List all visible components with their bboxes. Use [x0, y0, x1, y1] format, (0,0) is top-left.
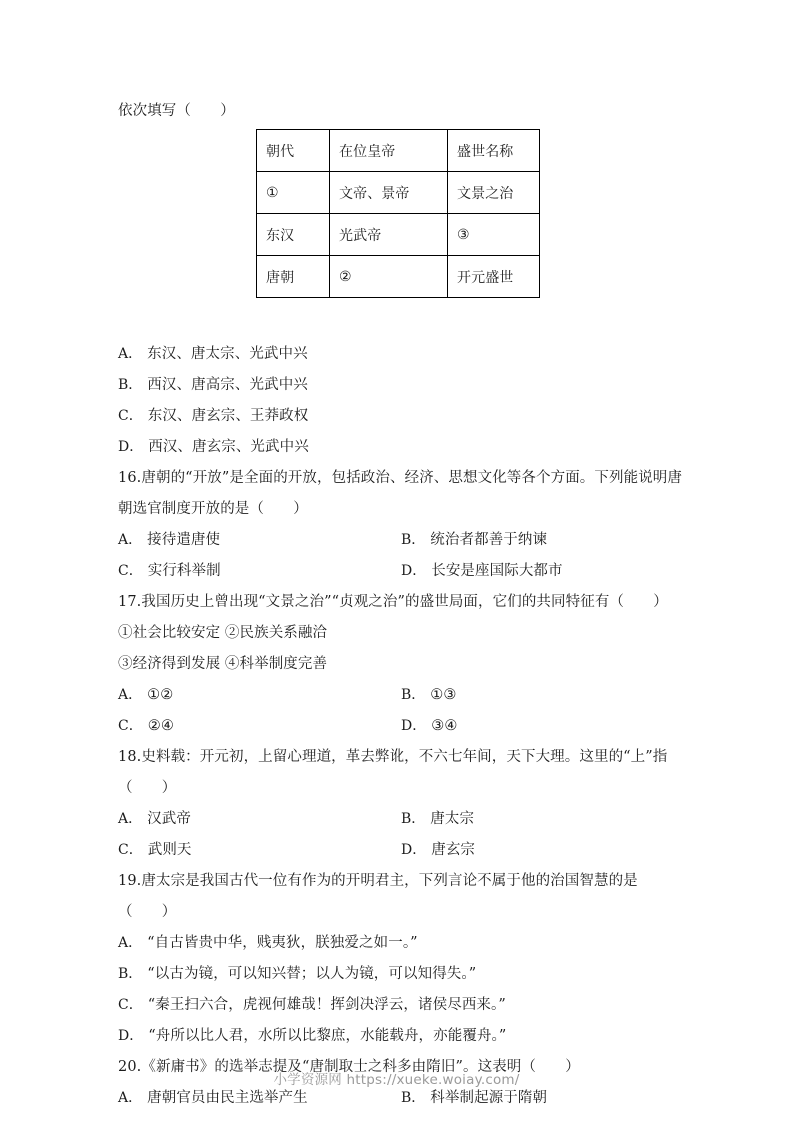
option-label: A．	[118, 346, 143, 362]
option-text: 统治者都善于纳谏	[430, 532, 548, 548]
option-label: A．	[118, 935, 143, 951]
question-number: 16.	[118, 470, 142, 486]
option-row	[118, 339, 688, 370]
option-a	[118, 525, 401, 556]
option-label: D．	[118, 439, 144, 455]
option-label: B．	[401, 532, 426, 548]
option-label: B．	[401, 687, 426, 703]
question-block-16	[118, 463, 688, 587]
option-label: D．	[401, 563, 427, 579]
table-spacer	[118, 127, 688, 339]
table-cell: 光武帝	[330, 214, 448, 256]
option-text: ①③	[430, 687, 457, 703]
option-d	[401, 835, 688, 866]
option-text: 接待遣唐使	[147, 532, 221, 548]
option-text: 东汉、唐太宗、光武中兴	[147, 346, 308, 362]
option-label: C．	[118, 563, 143, 579]
question-stem-continuation: 朝选官制度开放的是（ ）	[118, 501, 308, 517]
option-text: ③④	[431, 718, 458, 734]
option-b	[401, 680, 688, 711]
table-cell: ③	[448, 214, 540, 256]
question-number: 17.	[118, 594, 142, 610]
option-row	[118, 835, 688, 866]
question-stem-text: 史料载：开元初，上留心理道，革去弊讹，不六七年间，天下大理。这里的“上”指（ ）	[118, 749, 668, 796]
option-text: 唐太宗	[430, 811, 475, 827]
question-statement: ③经济得到发展 ④科举制度完善	[118, 656, 328, 672]
option-row	[118, 432, 688, 463]
option-row	[118, 959, 688, 990]
option-a	[118, 804, 401, 835]
option-text: “自古皆贵中华，贱夷狄，朕独爱之如一。”	[147, 935, 418, 951]
question-statement: ①社会比较安定 ②民族关系融洽	[118, 625, 328, 641]
option-label: D．	[401, 842, 427, 858]
table-cell: 唐朝	[257, 256, 330, 298]
option-label: C．	[118, 718, 143, 734]
table-header-cell: 在位皇帝	[330, 130, 448, 172]
option-row	[118, 401, 688, 432]
question-stem-text: 唐朝的“开放”是全面的开放，包括政治、经济、思想文化等各个方面。下列能说明唐	[141, 470, 682, 486]
question-stem	[118, 866, 688, 928]
table-cell: 文帝、景帝	[330, 172, 448, 214]
option-text: “以古为镜，可以知兴替；以人为镜，可以知得失。”	[147, 966, 477, 982]
option-row	[118, 556, 688, 587]
option-row	[118, 711, 688, 742]
intro-line: 依次填写（ ）	[118, 103, 235, 119]
option-text: 长安是座国际大都市	[431, 563, 563, 579]
option-d	[401, 711, 688, 742]
question-block-19	[118, 866, 688, 1052]
option-d	[401, 556, 688, 587]
option-label: B．	[118, 966, 143, 982]
option-label: B．	[118, 377, 143, 393]
table-cell: ①	[257, 172, 330, 214]
option-c	[118, 556, 401, 587]
question-stem	[118, 463, 688, 494]
document-content	[118, 96, 688, 1114]
question-stem	[118, 742, 688, 804]
option-a	[118, 680, 401, 711]
table-header-cell: 朝代	[257, 130, 330, 172]
option-text: 武则天	[147, 842, 192, 858]
option-row	[118, 525, 688, 556]
option-label: A．	[118, 532, 143, 548]
option-label: D．	[118, 1028, 144, 1044]
question-stem-text: 唐太宗是我国古代一位有作为的开明君主，下列言论不属于他的治国智慧的是（ ）	[118, 873, 638, 920]
option-c	[118, 835, 401, 866]
option-row	[118, 804, 688, 835]
table-cell: 文景之治	[448, 172, 540, 214]
option-row	[118, 928, 688, 959]
question-number: 19.	[118, 873, 142, 889]
option-b	[401, 804, 688, 835]
option-text: 唐玄宗	[431, 842, 476, 858]
option-label: C．	[118, 408, 143, 424]
option-text: “秦王扫六合，虎视何雄哉！挥剑决浮云，诸侯尽西来。”	[147, 997, 506, 1013]
option-label: B．	[401, 1090, 426, 1106]
table-cell: 开元盛世	[448, 256, 540, 298]
option-text: 汉武帝	[147, 811, 191, 827]
option-label: B．	[401, 811, 426, 827]
option-row	[118, 990, 688, 1021]
option-row	[118, 1021, 688, 1052]
question-stem-text: 《新庸书》的选举志提及“唐制取士之科多由隋旧”。这表明（ ）	[141, 1059, 580, 1075]
question-number: 20.	[118, 1059, 142, 1075]
option-text: ②④	[147, 718, 174, 734]
question-block-17	[118, 587, 688, 742]
table-header-cell: 盛世名称	[448, 130, 540, 172]
question-block-18	[118, 742, 688, 866]
option-text: 科举制起源于隋朝	[430, 1090, 548, 1106]
option-b	[401, 525, 688, 556]
option-row	[118, 680, 688, 711]
table-cell: ②	[330, 256, 448, 298]
option-text: 西汉、唐高宗、光武中兴	[147, 377, 308, 393]
option-text: 唐朝官员由民主选举产生	[147, 1090, 308, 1106]
option-row	[118, 370, 688, 401]
option-label: D．	[401, 718, 427, 734]
question-stem-text: 我国历史上曾出现“文景之治”“贞观之治”的盛世局面，它们的共同特征有（ ）	[141, 594, 668, 610]
option-label: C．	[118, 997, 143, 1013]
option-label: A．	[118, 687, 143, 703]
option-label: A．	[118, 1090, 143, 1106]
table-cell: 东汉	[257, 214, 330, 256]
option-label: A．	[118, 811, 143, 827]
question-block-q15-options	[118, 339, 688, 463]
question-stem	[118, 587, 688, 618]
option-text: 西汉、唐玄宗、光武中兴	[148, 439, 309, 455]
option-text: “舟所以比人君，水所以比黎庶，水能载舟，亦能覆舟。”	[148, 1028, 507, 1044]
option-text: 实行科举制	[147, 563, 221, 579]
option-c	[118, 711, 401, 742]
question-number: 18.	[118, 749, 142, 765]
option-label: C．	[118, 842, 143, 858]
option-text: ①②	[147, 687, 174, 703]
site-watermark: 小学资源网 https://xueke.woiay.com/	[273, 1072, 520, 1088]
option-text: 东汉、唐玄宗、王莽政权	[147, 408, 309, 424]
